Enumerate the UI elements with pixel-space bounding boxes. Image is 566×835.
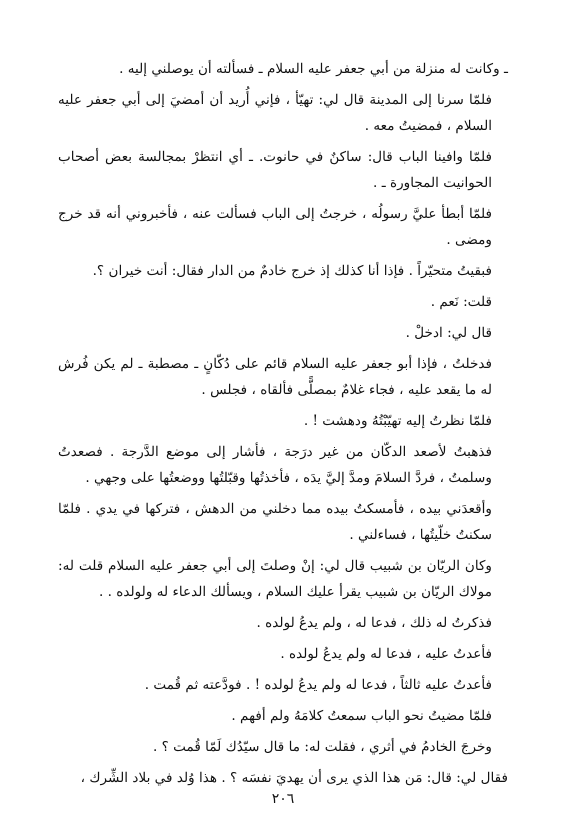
paragraph-7: قال لي: ادخلْ . <box>405 325 492 341</box>
paragraph-5: فبقيتُ متحيّراً . فإذا أنا كذلك إذ خرج خادمٌ من الدار فقال: أنت خيران ؟. <box>92 263 492 279</box>
paragraph-10: فذهبتُ لأصعد الدكّان من غير درَجة ، فأشار إلى موضع الدَّرجة . فصعدتُ وسلمتُ ، فردَّ السلامَ ومدَّ إليَّ يدَه ، فأخذتُها وقبّلتُها ووضعتُها على وجهي . <box>58 444 492 486</box>
paragraph-9: فلمّا نظرتُ إليه تهيّبْتُهُ ودهشت ! . <box>303 413 492 429</box>
paragraph-14: فأعدتُ عليه ، فدعا له ولم يدعُ لولده . <box>280 646 492 662</box>
paragraph-17: وخرجَ الخادمُ في أثري ، فقلت له: ما قال سيّدُك لَمّا قُمت ؟ . <box>152 739 492 755</box>
paragraph-12: وكان الريّان بن شبيب قال لي: إنْ وصلتَ إلى أبي جعفر عليه السلام قلت له: مولاك الريّان بن شبيب يقرأ عليك السلام ، ويسألك الدعاء له ولولده . . <box>58 558 492 600</box>
paragraph-3: فلمّا وافينا الباب قال: ساكنٌ في حانوت. ـ أي انتظرْ بمجالسة بعض أصحاب الحوانيت المجاورة ـ . <box>58 149 492 191</box>
paragraph-18: فقال لي: قال: مَن هذا الذي يرى أن يهديَ نفسَه ؟ . هذا وُلد في بلاد الشِّرك ، <box>80 770 508 786</box>
paragraph-11: وأقعدَني بيده ، فأمسكتُ بيده مما دخلني من الدهش ، فتركها في يدي . فلمّا سكنتُ خلّيتُها ، فساءلني . <box>58 501 492 543</box>
paragraph-2: فلمّا سرنا إلى المدينة قال لي: تهيّأ ، فإني أُريد أن أمضيَ إلى أبي جعفر عليه السلام ، فمضيتُ معه . <box>58 92 492 134</box>
paragraph-4: فلمّا أبطأ عليَّ رسولُه ، خرجتُ إلى الباب فسألت عنه ، فأخبروني أنه قد خرج ومضى . <box>58 206 492 248</box>
paragraph-8: فدخلتُ ، فإذا أبو جعفر عليه السلام قائم على دُكّانٍ ـ مصطبة ـ لم يكن فُرش له ما يقعد عليه ، فجاء غلامٌ بمصلًّى فألقاه ، فجلس . <box>58 356 492 398</box>
paragraph-6: قلت: نَعم . <box>430 294 492 310</box>
paragraph-15: فأعدتُ عليه ثالثاً ، فدعا له ولم يدعُ لولده ! . فودَّعته ثم قُمت . <box>144 677 492 693</box>
paragraph-13: فذكرتُ له ذلك ، فدعا له ، ولم يدعُ لولده . <box>256 615 492 631</box>
page-number: ٢٠٦ <box>271 791 295 807</box>
paragraph-16: فلمّا مضيتُ نحو الباب سمعتُ كلامَهُ ولم أفهم . <box>231 708 492 724</box>
paragraph-1: ـ وكانت له منزلة من أبي جعفر عليه السلام ـ فسألته أن يوصلني إليه . <box>119 61 508 77</box>
